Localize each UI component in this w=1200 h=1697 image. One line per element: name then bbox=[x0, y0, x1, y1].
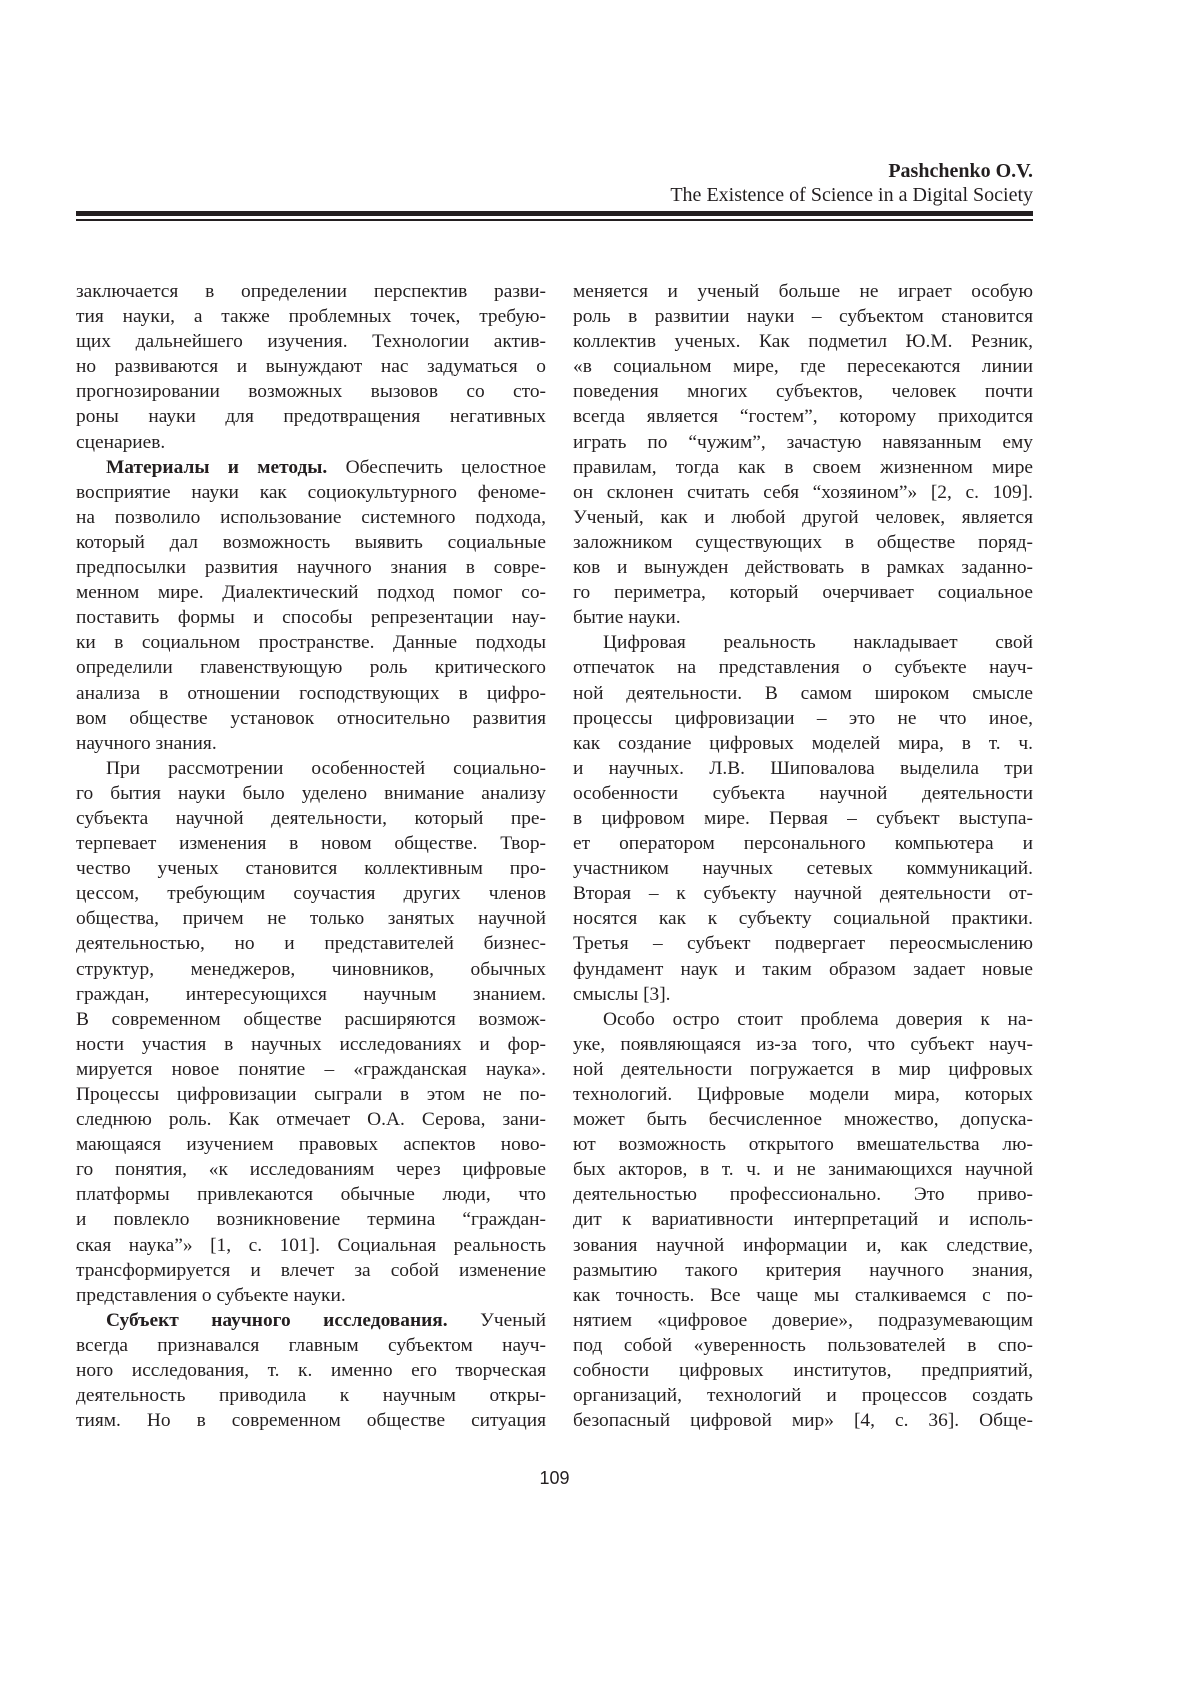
line-text: нятием «цифровое доверие», подразумевающим bbox=[573, 1309, 1033, 1331]
line-text: мающаяся изучением правовых аспектов ново- bbox=[76, 1134, 546, 1156]
line-text: Цифровая реальность накладывает свой bbox=[603, 632, 1033, 654]
text-line bbox=[573, 630, 1033, 655]
line-text: как создание цифровых моделей мира, в т. ч. bbox=[573, 732, 1033, 754]
text-line bbox=[76, 706, 546, 731]
text-line bbox=[573, 304, 1033, 329]
text-column-right bbox=[573, 279, 1033, 1433]
text-line bbox=[76, 1157, 546, 1182]
text-line bbox=[573, 430, 1033, 455]
line-text: и повлекло возникновение термина “граждан- bbox=[76, 1209, 546, 1231]
text-line bbox=[76, 1032, 546, 1057]
text-line bbox=[76, 555, 546, 580]
text-line bbox=[76, 931, 546, 956]
header-rule-thick bbox=[76, 211, 1033, 216]
line-text: ки в социальном пространстве. Данные подходы bbox=[76, 632, 546, 654]
line-text: представления о субъекте науки. bbox=[76, 1284, 346, 1306]
line-text: который дал возможность выявить социальные bbox=[76, 531, 546, 553]
line-text: ной деятельности. В самом широком смысле bbox=[573, 682, 1033, 704]
line-text: ская наука”» [1, с. 101]. Социальная реальность bbox=[76, 1234, 546, 1256]
line-text: ют возможность открытого вмешательства лю- bbox=[573, 1134, 1033, 1156]
text-line bbox=[573, 1408, 1033, 1433]
text-line bbox=[573, 1032, 1033, 1057]
text-line bbox=[76, 1233, 546, 1258]
line-text: В современном обществе расширяются возмож- bbox=[76, 1008, 546, 1030]
line-text: ет оператором персонального компьютера и bbox=[573, 833, 1033, 855]
text-line bbox=[573, 1007, 1033, 1032]
line-text: определили главенствующую роль критического bbox=[76, 657, 546, 679]
text-line bbox=[76, 630, 546, 655]
text-line bbox=[76, 831, 546, 856]
line-text: смыслы [3]. bbox=[573, 983, 671, 1005]
line-text: го понятия, «к исследованиям через цифровые bbox=[76, 1159, 546, 1181]
text-line bbox=[573, 781, 1033, 806]
line-text: Ученый, как и любой другой человек, является bbox=[573, 506, 1033, 528]
text-line bbox=[573, 555, 1033, 580]
text-line bbox=[76, 404, 546, 429]
text-line bbox=[573, 856, 1033, 881]
line-text: общества, причем не только занятых научной bbox=[76, 908, 546, 930]
line-text: го бытия науки было уделено внимание анализу bbox=[76, 782, 546, 804]
text-line bbox=[573, 706, 1033, 731]
text-line bbox=[76, 455, 546, 480]
line-text: анализа в отношении господствующих в цифро- bbox=[76, 682, 546, 704]
text-line bbox=[573, 455, 1033, 480]
line-text: восприятие науки как социокультурного феноме- bbox=[76, 481, 546, 503]
line-text: на позволило использование системного подхода, bbox=[76, 506, 546, 528]
line-text: предпосылки развития научного знания в совре- bbox=[76, 557, 546, 579]
text-line bbox=[76, 1408, 546, 1433]
line-text: Особо остро стоит проблема доверия к на- bbox=[603, 1008, 1033, 1030]
text-line bbox=[573, 1132, 1033, 1157]
line-text: организаций, технологий и процессов создать bbox=[573, 1385, 1033, 1407]
header-rule-thin bbox=[76, 219, 1033, 221]
line-text: менном мире. Диалектический подход помог со- bbox=[76, 582, 546, 604]
text-line bbox=[76, 1283, 546, 1308]
line-text: «в социальном мире, где пересекаются линии bbox=[573, 356, 1033, 378]
text-line bbox=[76, 881, 546, 906]
text-line bbox=[573, 1157, 1033, 1182]
text-line bbox=[573, 1207, 1033, 1232]
line-text: носятся как к субъекту социальной практики. bbox=[573, 908, 1033, 930]
text-line bbox=[76, 580, 546, 605]
line-text: бых акторов, в т. ч. и не занимающихся научной bbox=[573, 1159, 1033, 1181]
text-line bbox=[76, 906, 546, 931]
line-text: особенности субъекта научной деятельности bbox=[573, 782, 1033, 804]
line-text: Ученый bbox=[447, 1309, 546, 1331]
text-line bbox=[573, 906, 1033, 931]
section-heading: Материалы и методы. bbox=[106, 456, 328, 478]
line-text: но развиваются и вынуждают нас задуматься о bbox=[76, 356, 546, 378]
line-text: Обеспечить целостное bbox=[327, 456, 546, 478]
text-line bbox=[573, 756, 1033, 781]
text-line bbox=[573, 379, 1033, 404]
line-text: субъекта научной деятельности, который пре- bbox=[76, 807, 546, 829]
text-line bbox=[76, 480, 546, 505]
line-text: участником научных сетевых коммуникаций. bbox=[573, 858, 1033, 880]
text-line bbox=[573, 982, 1033, 1007]
text-line bbox=[76, 605, 546, 630]
text-line bbox=[573, 881, 1033, 906]
line-text: поставить формы и способы репрезентации нау- bbox=[76, 607, 546, 629]
text-column-left bbox=[76, 279, 546, 1433]
line-text: всегда признавался главным субъектом науч- bbox=[76, 1334, 546, 1356]
page-number: 109 bbox=[539, 1468, 570, 1488]
line-text: вом обществе установок относительно развития bbox=[76, 707, 546, 729]
line-text: деятельность приводила к научным откры- bbox=[76, 1385, 546, 1407]
line-text: Третья – субъект подвергает переосмыслению bbox=[573, 933, 1033, 955]
line-text: заключается в определении перспектив разви- bbox=[76, 281, 546, 302]
line-text: собности цифровых институтов, предприятий, bbox=[573, 1360, 1033, 1382]
line-text: Вторая – к субъекту научной деятельности от- bbox=[573, 883, 1033, 905]
line-text: размытию такого критерия научного знания, bbox=[573, 1259, 1033, 1281]
line-text: мируется новое понятие – «гражданская наука». bbox=[76, 1058, 546, 1080]
line-text: коллектив ученых. Как подметил Ю.М. Резник, bbox=[573, 331, 1033, 353]
line-text: как точность. Все чаще мы сталкиваемся с по- bbox=[573, 1284, 1033, 1306]
text-line bbox=[573, 806, 1033, 831]
line-text: процессы цифровизации – это не что иное, bbox=[573, 707, 1033, 729]
line-text: заложником существующих в обществе поряд- bbox=[573, 531, 1033, 553]
line-text: поведения многих субъектов, человек почти bbox=[573, 381, 1033, 403]
text-line bbox=[76, 1082, 546, 1107]
text-line bbox=[573, 1082, 1033, 1107]
line-text: цессом, требующим соучастия других членов bbox=[76, 883, 546, 905]
line-text: может быть бесчисленное множество, допуска- bbox=[573, 1109, 1033, 1131]
text-line bbox=[76, 1057, 546, 1082]
line-text: тия науки, а также проблемных точек, требую- bbox=[76, 306, 546, 328]
line-text: меняется и ученый больше не играет особую bbox=[573, 281, 1033, 302]
line-text: следнюю роль. Как отмечает О.А. Серова, зани- bbox=[76, 1109, 546, 1131]
text-line bbox=[76, 1358, 546, 1383]
line-text: граждан, интересующихся научным знанием. bbox=[76, 983, 546, 1005]
line-text: ной деятельности погружается в мир цифровых bbox=[573, 1058, 1033, 1080]
text-line bbox=[76, 279, 546, 304]
line-text: структур, менеджеров, чиновников, обычных bbox=[76, 958, 546, 980]
line-text: роль в развитии науки – субъектом становится bbox=[573, 306, 1033, 328]
text-line bbox=[76, 1207, 546, 1232]
line-text: фундамент наук и таким образом задает новые bbox=[573, 958, 1033, 980]
text-line bbox=[573, 605, 1033, 630]
line-text: играть по “чужим”, зачастую навязанным ему bbox=[573, 431, 1033, 453]
text-line bbox=[573, 681, 1033, 706]
text-line bbox=[573, 1383, 1033, 1408]
line-text: щих дальнейшего изучения. Технологии актив- bbox=[76, 331, 546, 353]
line-text: деятельностью профессионально. Это приво- bbox=[573, 1184, 1033, 1206]
text-line bbox=[76, 1258, 546, 1283]
text-line bbox=[573, 1057, 1033, 1082]
text-line bbox=[573, 1308, 1033, 1333]
text-line bbox=[76, 681, 546, 706]
text-line bbox=[573, 1258, 1033, 1283]
section-heading: Субъект научного исследования. bbox=[106, 1309, 448, 1331]
text-line bbox=[573, 279, 1033, 304]
text-line bbox=[76, 781, 546, 806]
text-line bbox=[76, 1007, 546, 1032]
line-text: платформы привлекаются обычные люди, что bbox=[76, 1184, 546, 1206]
text-line bbox=[76, 1182, 546, 1207]
text-line bbox=[76, 329, 546, 354]
text-line bbox=[573, 655, 1033, 680]
text-line bbox=[76, 655, 546, 680]
line-text: под собой «уверенность пользователей в спо- bbox=[573, 1334, 1033, 1356]
text-line bbox=[76, 982, 546, 1007]
text-line bbox=[573, 1358, 1033, 1383]
line-text: ного исследования, т. к. именно его творческая bbox=[76, 1360, 546, 1382]
line-text: терпевает изменения в новом обществе. Твор- bbox=[76, 833, 546, 855]
text-line bbox=[76, 1132, 546, 1157]
text-line bbox=[76, 430, 546, 455]
text-line bbox=[76, 856, 546, 881]
text-line bbox=[573, 530, 1033, 555]
text-line bbox=[573, 580, 1033, 605]
line-text: ков и вынужден действовать в рамках заданно- bbox=[573, 557, 1033, 579]
line-text: научного знания. bbox=[76, 732, 217, 754]
text-line bbox=[76, 1107, 546, 1132]
text-line bbox=[76, 1333, 546, 1358]
line-text: го периметра, который очерчивает социальное bbox=[573, 582, 1033, 604]
line-text: безопасный цифровой мир» [4, с. 36]. Обще- bbox=[573, 1410, 1033, 1432]
line-text: роны науки для предотвращения негативных bbox=[76, 406, 546, 428]
text-line bbox=[573, 957, 1033, 982]
line-text: технологий. Цифровые модели мира, которых bbox=[573, 1084, 1033, 1105]
line-text: и научных. Л.В. Шиповалова выделила три bbox=[573, 757, 1033, 779]
text-line bbox=[573, 1233, 1033, 1258]
line-text: всегда является “гостем”, которому приходится bbox=[573, 406, 1033, 428]
text-line bbox=[76, 731, 546, 756]
line-text: правилам, тогда как в своем жизненном мире bbox=[573, 456, 1033, 478]
line-text: он склонен считать себя “хозяином”» [2, с. 109]. bbox=[573, 481, 1033, 503]
line-text: Процессы цифровизации сыграли в этом не по- bbox=[76, 1084, 546, 1105]
text-line bbox=[76, 354, 546, 379]
line-text: прогнозировании возможных вызовов со сто- bbox=[76, 381, 546, 403]
text-line bbox=[573, 1283, 1033, 1308]
text-line bbox=[573, 329, 1033, 354]
text-line bbox=[76, 304, 546, 329]
text-line bbox=[76, 957, 546, 982]
text-line bbox=[573, 480, 1033, 505]
text-line bbox=[573, 931, 1033, 956]
line-text: ности участия в научных исследованиях и фор- bbox=[76, 1033, 546, 1055]
text-line bbox=[573, 354, 1033, 379]
line-text: уке, появляющаяся из-за того, что субъект науч- bbox=[573, 1033, 1033, 1055]
line-text: отпечаток на представления о субъекте науч- bbox=[573, 657, 1033, 679]
text-line bbox=[573, 831, 1033, 856]
text-line bbox=[76, 379, 546, 404]
line-text: чество ученых становится коллективным про- bbox=[76, 858, 546, 880]
line-text: сценариев. bbox=[76, 431, 166, 453]
line-text: дит к вариативности интерпретаций и исполь- bbox=[573, 1209, 1033, 1231]
text-line bbox=[76, 806, 546, 831]
text-line bbox=[573, 731, 1033, 756]
line-text: трансформируется и влечет за собой изменение bbox=[76, 1259, 546, 1281]
running-header-author: Pashchenko O.V. bbox=[888, 160, 1033, 182]
line-text: бытие науки. bbox=[573, 607, 681, 629]
text-line bbox=[573, 1107, 1033, 1132]
text-line bbox=[76, 530, 546, 555]
text-line bbox=[76, 756, 546, 781]
text-line bbox=[573, 404, 1033, 429]
text-line bbox=[573, 1182, 1033, 1207]
text-line bbox=[76, 1383, 546, 1408]
text-line bbox=[76, 1308, 546, 1333]
line-text: При рассмотрении особенностей социально- bbox=[106, 757, 546, 779]
line-text: деятельностью, но и представителей бизнес- bbox=[76, 933, 546, 955]
text-line bbox=[573, 505, 1033, 530]
line-text: в цифровом мире. Первая – субъект выступа- bbox=[573, 807, 1033, 829]
running-header-title: The Existence of Science in a Digital Society bbox=[670, 184, 1033, 206]
line-text: зования научной информации и, как следствие, bbox=[573, 1234, 1033, 1256]
text-line bbox=[573, 1333, 1033, 1358]
line-text: тиям. Но в современном обществе ситуация bbox=[76, 1410, 546, 1432]
text-line bbox=[76, 505, 546, 530]
